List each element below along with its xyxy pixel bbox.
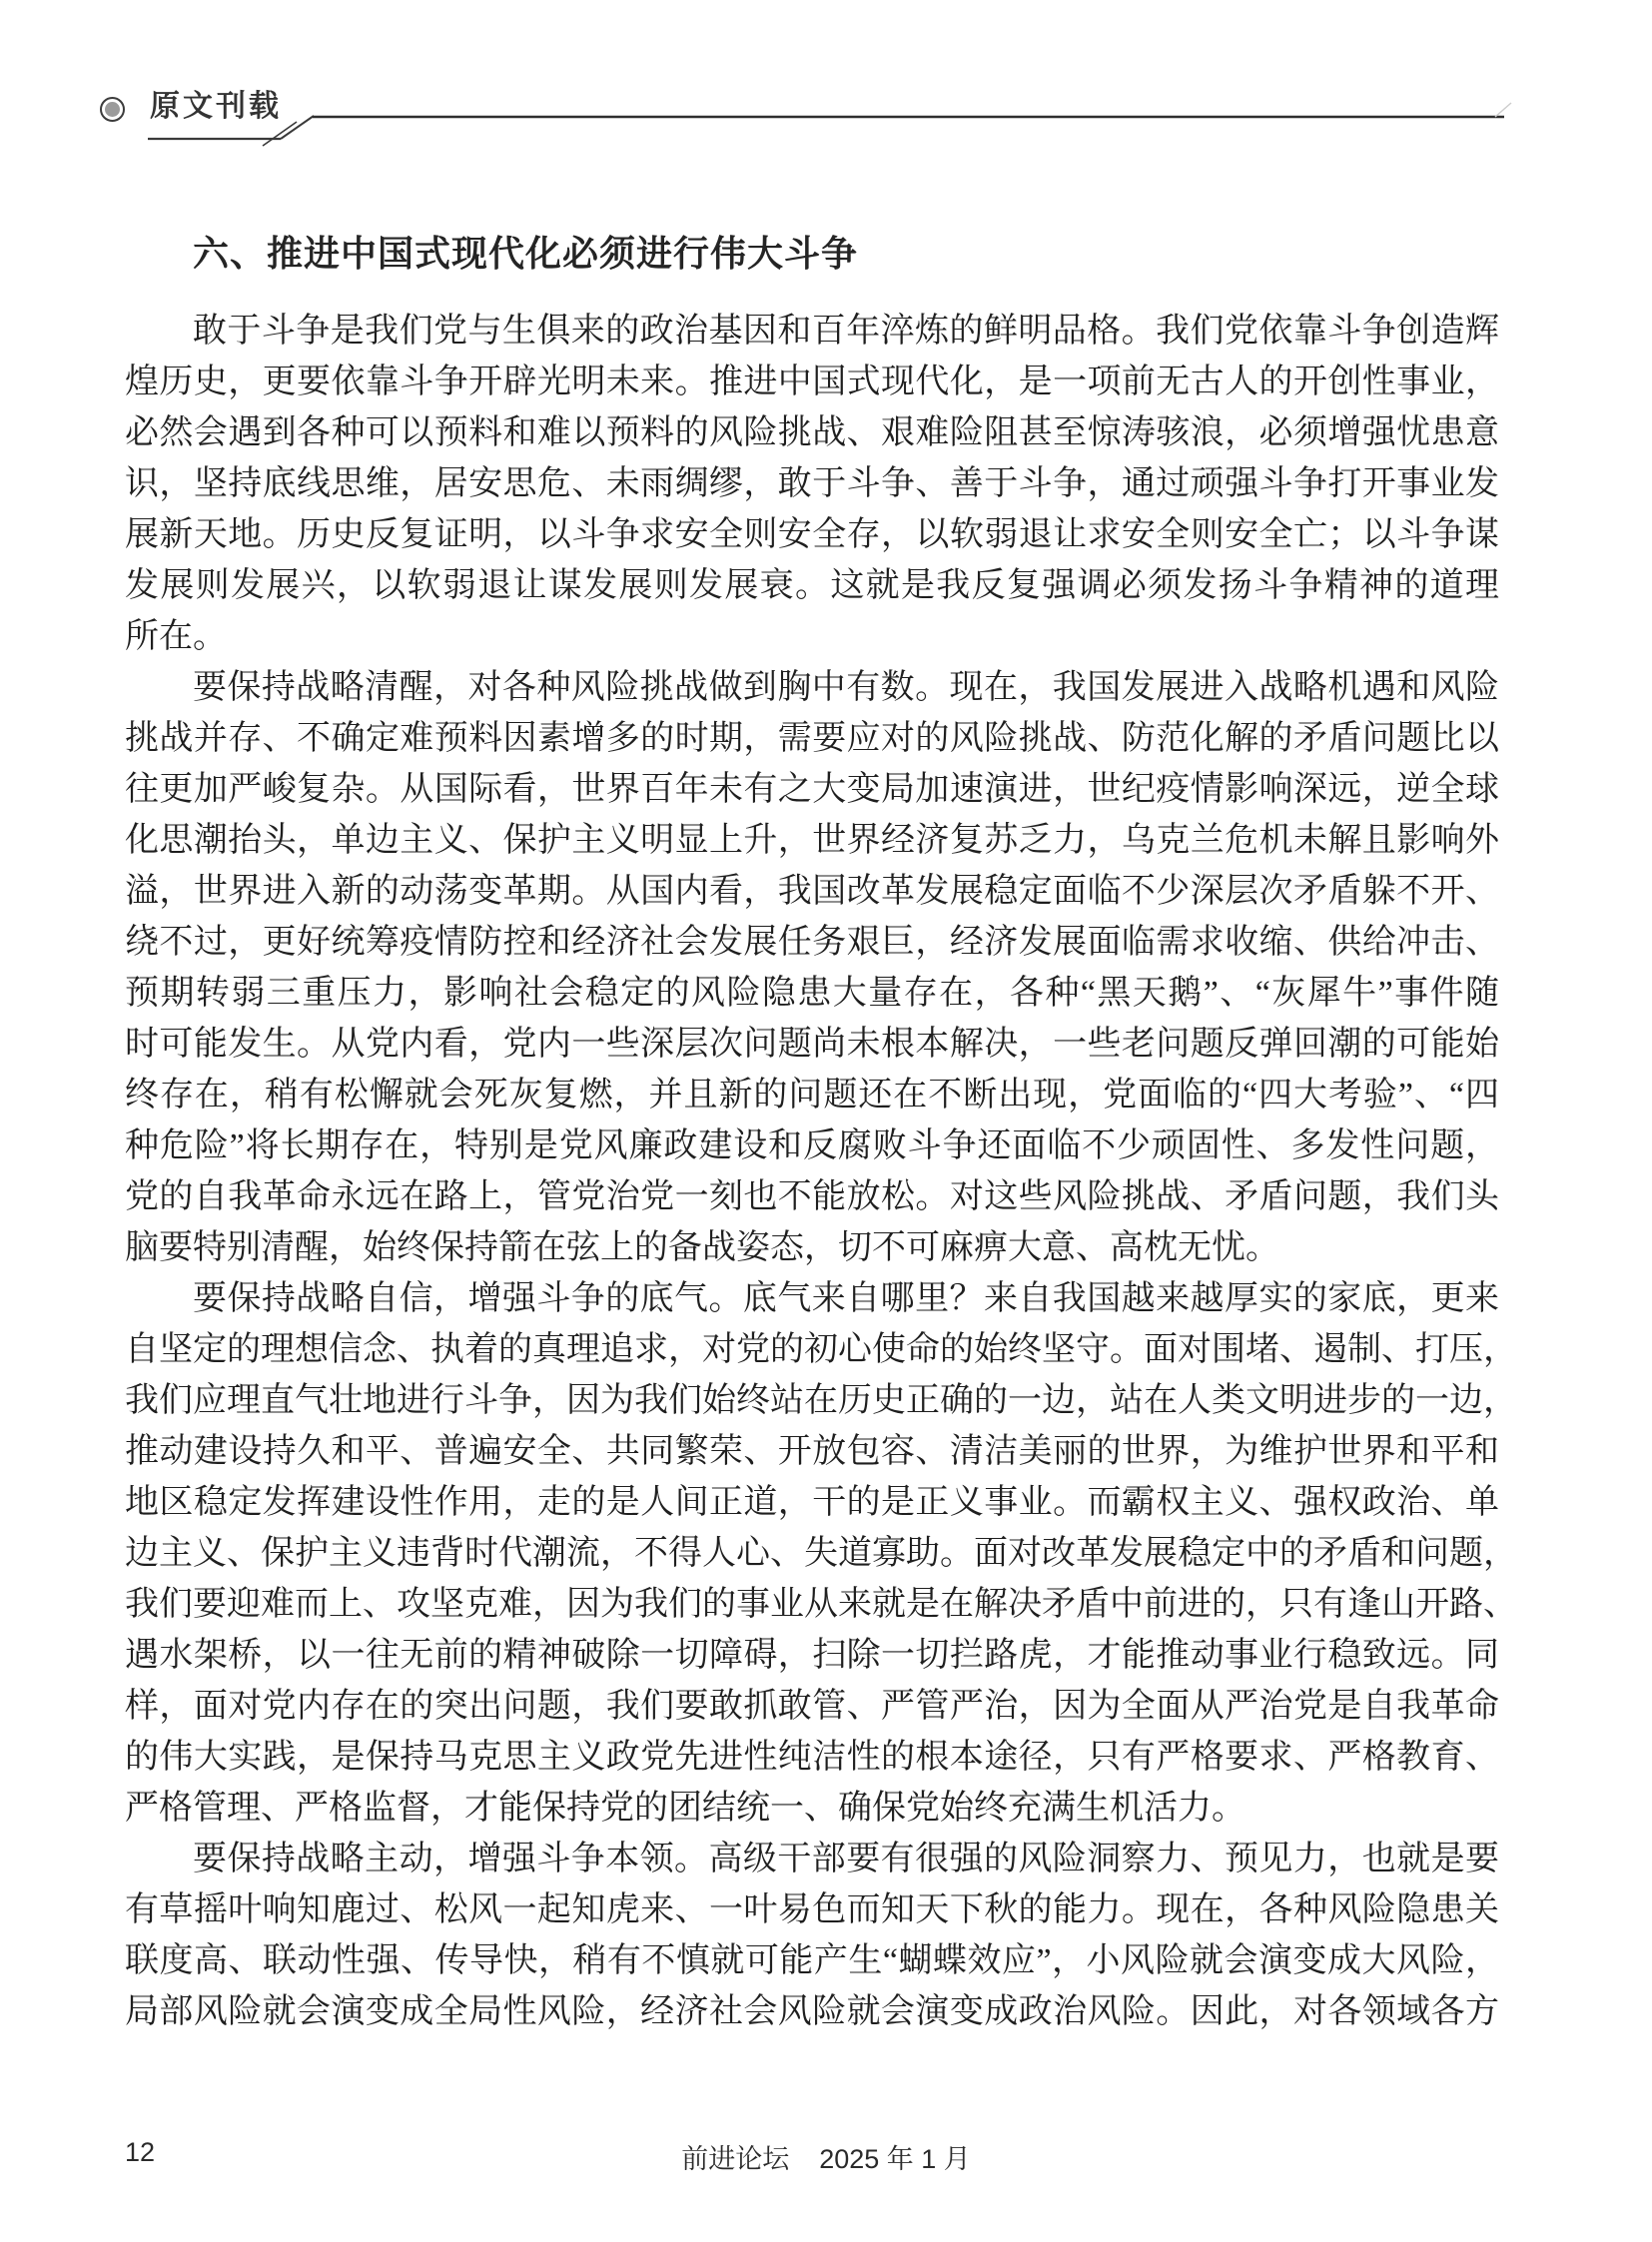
paragraph — [125, 306, 1499, 662]
text-line: 终存在，稍有松懈就会死灰复燃，并且新的问题还在不断出现，党面临的“四大考验”、“四 — [125, 1077, 1499, 1114]
text-line: 脑要特别清醒，始终保持箭在弦上的备战姿态，切不可麻痹大意、高枕无忧。 — [125, 1229, 1279, 1266]
journal-name: 前进论坛 — [681, 2144, 790, 2174]
text-line: 时可能发生。从党内看，党内一些深层次问题尚未根本解决，一些老问题反弹回潮的可能始 — [125, 1026, 1499, 1063]
text-line: 党的自我革命永远在路上，管党治党一刻也不能放松。对这些风险挑战、矛盾问题，我们头 — [125, 1178, 1499, 1215]
text-line: 样，面对党内存在的突出问题，我们要敢抓敢管、严管严治，因为全面从严治党是自我革命 — [125, 1688, 1499, 1725]
text-line: 识，坚持底线思维，居安思危、未雨绸缪，敢于斗争、善于斗争，通过顽强斗争打开事业发 — [125, 465, 1499, 502]
text-line: 局部风险就会演变成全局性风险，经济社会风险就会演变成政治风险。因此，对各领域各方 — [125, 1993, 1499, 2030]
text-line: 遇水架桥，以一往无前的精神破除一切障碍，扫除一切拦路虎，才能推动事业行稳致远。同 — [125, 1637, 1499, 1674]
text-line: 所在。 — [125, 618, 227, 655]
text-line: 边主义、保护主义违背时代潮流，不得人心、失道寡助。面对改革发展稳定中的矛盾和问题， — [125, 1535, 1517, 1572]
text-line: 煌历史，更要依靠斗争开辟光明未来。推进中国式现代化，是一项前无古人的开创性事业， — [125, 364, 1499, 400]
text-line: 发展则发展兴，以软弱退让谋发展则发展衰。这就是我反复强调必须发扬斗争精神的道理 — [125, 567, 1499, 604]
bullet-dot — [105, 102, 120, 117]
text-line: 要保持战略自信，增强斗争的底气。底气来自哪里？来自我国越来越厚实的家底，更来 — [193, 1280, 1499, 1317]
text-line: 严格管理、严格监督，才能保持党的团结统一、确保党始终充满生机活力。 — [125, 1790, 1245, 1827]
page-number: 12 — [125, 2137, 156, 2167]
article-heading: 六、推进中国式现代化必须进行伟大斗争 — [193, 233, 859, 274]
text-line: 我们应理直气壮地进行斗争，因为我们始终站在历史正确的一边，站在人类文明进步的一边， — [125, 1382, 1517, 1419]
text-line: 预期转弱三重压力，影响社会稳定的风险隐患大量存在，各种“黑天鹅”、“灰犀牛”事件随 — [125, 975, 1499, 1012]
text-line: 地区稳定发挥建设性作用，走的是人间正道，干的是正义事业。而霸权主义、强权政治、单 — [125, 1484, 1499, 1521]
issue-date: 2025 年 1 月 — [819, 2144, 971, 2174]
section-header-label: 原文刊载 — [150, 90, 282, 123]
text-line: 往更加严峻复杂。从国际看，世界百年未有之大变局加速演进，世纪疫情影响深远，逆全球 — [125, 771, 1499, 808]
text-line: 挑战并存、不确定难预料因素增多的时期，需要应对的风险挑战、防范化解的矛盾问题比以 — [125, 720, 1499, 757]
journal-footer-line — [0, 2137, 1652, 2176]
text-line: 自坚定的理想信念、执着的真理追求，对党的初心使命的始终坚守。面对围堵、遏制、打压， — [125, 1331, 1517, 1368]
concentric-circle-bullet-icon — [100, 97, 125, 122]
paragraph — [125, 1834, 1499, 2037]
text-line: 溢，世界进入新的动荡变革期。从国内看，我国改革发展稳定面临不少深层次矛盾躲不开、 — [125, 873, 1499, 910]
text-line: 我们要迎难而上、攻坚克难，因为我们的事业从来就是在解决矛盾中前进的，只有逢山开路、 — [125, 1586, 1517, 1623]
text-line: 要保持战略清醒，对各种风险挑战做到胸中有数。现在，我国发展进入战略机遇和风险 — [193, 669, 1499, 706]
text-line: 化思潮抬头，单边主义、保护主义明显上升，世界经济复苏乏力，乌克兰危机未解且影响外 — [125, 822, 1499, 859]
text-line: 联度高、联动性强、传导快，稍有不慎就可能产生“蝴蝶效应”，小风险就会演变成大风险， — [125, 1942, 1499, 1979]
text-line: 必然会遇到各种可以预料和难以预料的风险挑战、艰难险阻甚至惊涛骇浪，必须增强忧患意 — [125, 414, 1499, 451]
text-line: 绕不过，更好统筹疫情防控和经济社会发展任务艰巨，经济发展面临需求收缩、供给冲击、 — [125, 924, 1499, 961]
header-divider-line — [0, 0, 1652, 170]
text-line: 有草摇叶响知鹿过、松风一起知虎来、一叶易色而知天下秋的能力。现在，各种风险隐患关 — [125, 1891, 1499, 1928]
text-line: 推动建设持久和平、普遍安全、共同繁荣、开放包容、清洁美丽的世界，为维护世界和平和 — [125, 1433, 1499, 1470]
article-paragraphs — [125, 306, 1517, 2037]
text-line: 展新天地。历史反复证明，以斗争求安全则安全存，以软弱退让求安全则安全亡；以斗争谋 — [125, 516, 1499, 553]
paragraph — [125, 1273, 1517, 1834]
text-line: 要保持战略主动，增强斗争本领。高级干部要有很强的风险洞察力、预见力，也就是要 — [193, 1841, 1499, 1877]
text-line: 的伟大实践，是保持马克思主义政党先进性纯洁性的根本途径，只有严格要求、严格教育、 — [125, 1739, 1499, 1776]
text-line: 种危险”将长期存在，特别是党风廉政建设和反腐败斗争还面临不少顽固性、多发性问题， — [125, 1127, 1499, 1164]
paragraph — [125, 662, 1499, 1273]
text-line: 敢于斗争是我们党与生俱来的政治基因和百年淬炼的鲜明品格。我们党依靠斗争创造辉 — [193, 313, 1499, 350]
